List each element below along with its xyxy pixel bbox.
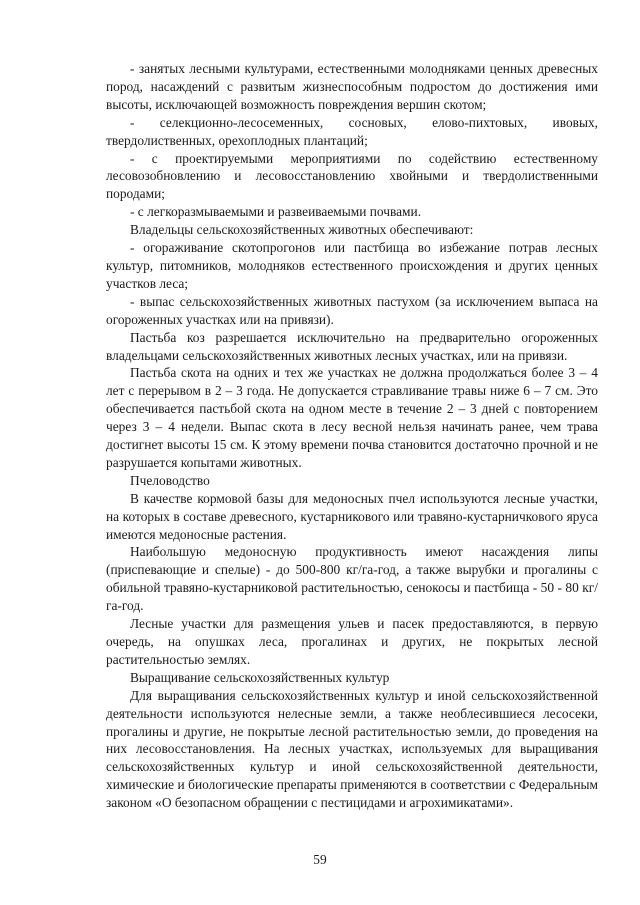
page-number: 59 [313,852,327,867]
section-heading-beekeeping: Пчеловодство [130,472,210,488]
paragraph-honey-productivity: Наибольшую медоносную продуктивность имеют насаждения липы (приспевающие и спелые) - до 500-800 кг/га-год, а также вырубки и прогалины с обильной травяно-кустарниковой растительностью, сенокосы и пастбища - 50 - 80 кг/га-год. [106,544,598,614]
paragraph-livestock-owners: Владельцы сельскохозяйственных животных обеспечивают: [130,222,474,238]
paragraph-goats: Пастьба коз разрешается исключительно на предварительно огороженных владельцами сельскохозяйственных животных лесных участках, или на привязи. [106,329,598,363]
paragraph-reforestation: - с проектируемыми мероприятиями по содействию естественному лесовозобновлению и лесовосстановлению хвойными и твердолиственными породами; [106,150,598,202]
paragraph-fencing: - огораживание скотопрогонов или пастбища во избежание потрав лесных культур, питомников, молодняков естественного происхождения и других ценных участков леса; [106,240,598,291]
paragraph-apiaries: Лесные участки для размещения ульев и пасек предоставляются, в первую очередь, на опушках леса, прогалинах и других, не покрытых лесной растительностью землях. [106,616,598,667]
paragraph-shepherd: - выпас сельскохозяйственных животных пастухом (за исключением выпаса на огороженных участках или на привязи). [106,293,598,327]
paragraph-plantations: - селекционно-лесосеменных, сосновых, елово-пихтовых, ивовых, твердолиственных, орехоплодных плантаций; [106,114,598,148]
document-body [106,60,598,812]
paragraph-honey-base: В качестве кормовой базы для медоносных пчел используются лесные участки, на которых в составе древесного, кустарникового или травяно-кустарничкового яруса имеются медоносные растения. [106,490,598,542]
paragraph-grazing-rules: Пастьба скота на одних и тех же участках не должна продолжаться более 3 – 4 лет с перерывом в 2 – 3 года. Не допускается стравливание травы ниже 6 – 7 см. Это обеспечивается пастьбой скота на одном месте в течение 2 – 3 дней с повторением через 3 – 4 недели. Выпас скота в лесу весной нельзя начинать ранее, чем трава достигнет высоты 15 см. К этому времени почва становится достаточно прочной и не разрушается копытами животных. [106,365,598,470]
paragraph-erodible-soils: - с легкоразмываемыми и развеиваемыми почвами. [130,204,422,220]
section-heading-agriculture: Выращивание сельскохозяйственных культур [130,669,390,685]
paragraph-forest-crops: - занятых лесными культурами, естественными молодняками ценных древесных пород, насаждений с развитым жизнеспособным подростом до достижения ими высоты, исключающей возможность повреждения вершин скотом; [106,61,598,112]
paragraph-agriculture: Для выращивания сельскохозяйственных культур и иной сельскохозяйственной деятельности используются нелесные земли, а также необлесившиеся лесосеки, прогалины и другие, не покрытые лесной растительностью земли, до проведения на них лесовосстановления. На лесных участках, используемых для выращивания сельскохозяйственных культур и иной сельскохозяйственной деятельности, химические и биологические препараты применяются в соответствии с Федеральным законом «О безопасном обращении с пестицидами и агрохимикатами». [106,687,598,811]
